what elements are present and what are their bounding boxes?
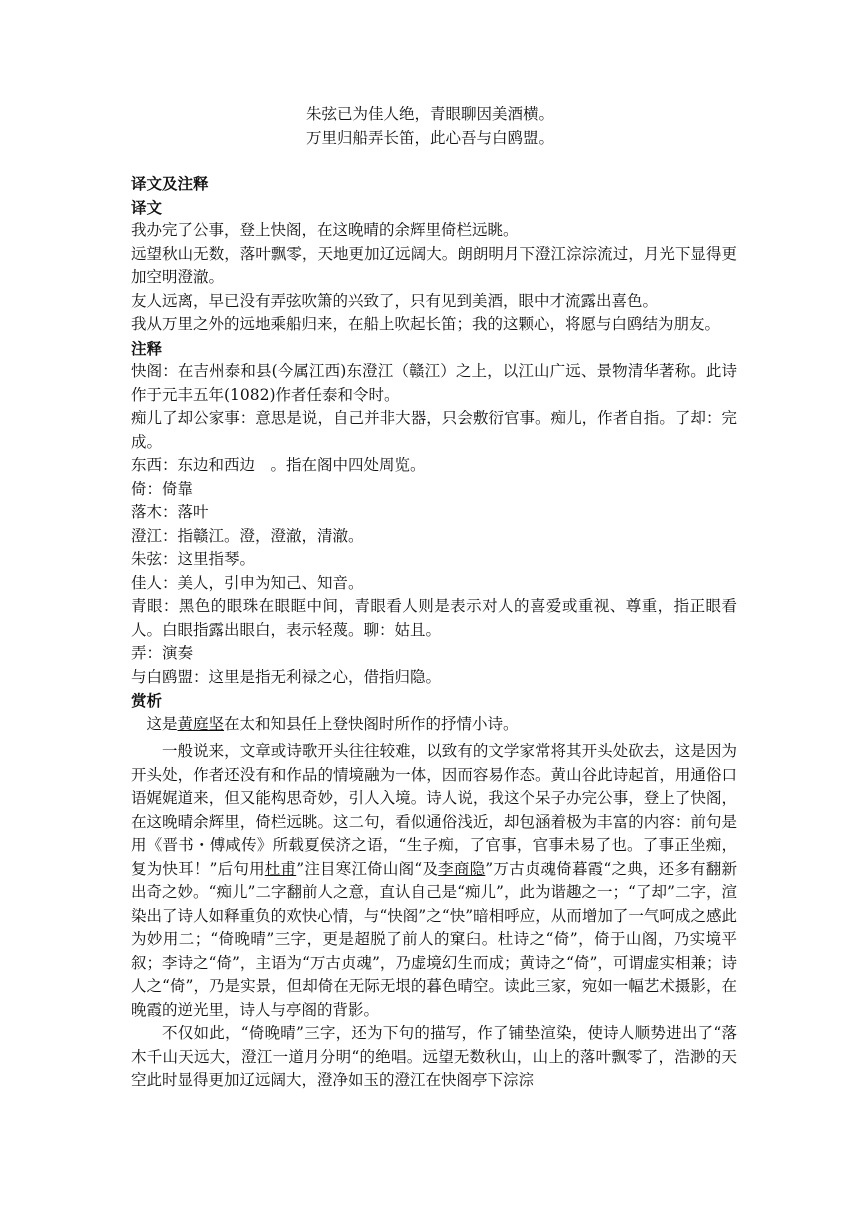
note-chengjiang: 澄江：指赣江。澄，澄澈，清澈。 [131,526,364,545]
note-jiaren: 佳人：美人，引申为知己、知音。 [131,573,364,592]
subheading-appreciation: 赏析 [131,691,163,710]
note-luomu: 落木：落叶 [131,503,209,521]
article-body [131,172,737,1093]
section-heading-translation-notes: 译文及注释 [131,174,209,193]
para1-text-b: ”注目寒江倚山阁“及 [296,859,439,878]
translation-line-4: 我从万里之外的远地乘船归来，在船上吹起长笛；我的这颗心，将愿与白鸥结为朋友。 [131,315,721,333]
note-chier: 痴儿了却公家事：意思是说，自己并非大器，只会敷衍官事。痴儿，作者自指。了却：完成。 [131,409,737,451]
link-du-fu[interactable]: 杜甫 [264,859,297,878]
link-huang-tingjian[interactable]: 黄庭坚 [177,714,225,733]
para1-text-c: ”万古贞魂倚暮霞“之典，还多有翻新出奇之妙。“痴儿”二字翻前人之意，直认自己是“痴儿”，此为谐趣之一；“了却”二字，渲染出了诗人如释重负的欢快心情，与“快阁”之“快”暗相呼应，从而增加了一气呵成之感此为妙用二；“倚晚晴”三字，更是超脱了前人的窠臼。杜诗之“倚”，倚于山阁，乃实境平叙；李诗之“倚”，主语为“万古贞魂”，乃虚境幻生而成；黄诗之“倚”，可谓虚实相兼；诗人之“倚”，乃是实景，但却倚在无际无垠的暮色晴空。读此三家，宛如一幅艺术摄影，在晚霞的逆光里，诗人与亭阁的背影。 [131,859,737,1019]
note-nong: 弄：演奏 [131,644,194,662]
link-li-shangyin[interactable]: 李商隐 [438,859,486,878]
translation-line-3: 友人远离，早已没有弄弦吹箫的兴致了，只有见到美酒，眼中才流露出喜色。 [131,291,659,310]
note-qingyan: 青眼：黑色的眼珠在眼眶中间，青眼看人则是表示对人的喜爱或重视、尊重，指正眼看人。白眼指露出眼白，表示轻蔑。聊：姑且。 [131,597,737,639]
intro-text-before: 这是 [146,714,178,733]
translation-line-1: 我办完了公事，登上快阁，在这晚晴的余辉里倚栏远眺。 [131,221,519,239]
note-zhuxian: 朱弦：这里指琴。 [131,550,256,568]
subheading-notes: 注释 [131,338,163,358]
verse-line-1: 朱弦已为佳人绝，青眼聊因美酒横。 [305,105,554,123]
note-kuaige: 快阁：在吉州泰和县(今属江西)东澄江（赣江）之上，以江山广远、景物清华著称。此诗作于元丰五年(1082)作者任泰和令时。 [131,362,737,404]
appreciation-paragraph-2: 不仅如此，“倚晚晴”三字，还为下句的描写，作了铺垫渲染，使诗人顺势进出了“落木千山天远大，澄江一道月分明“的绝唱。远望无数秋山，山上的落叶飘零了，浩渺的天空此时显得更加辽远阔大，澄净如玉的澄江在快阁亭下淙淙 [131,1024,737,1089]
verse-line-2: 万里归船弄长笛，此心吾与白鸥盟。 [305,129,554,147]
note-dongxi: 东西：东边和西边 。指在阁中四处周览。 [131,456,426,474]
note-baiou: 与白鸥盟：这里是指无利禄之心，借指归隐。 [131,667,442,686]
intro-text-after: 在太和知县任上登快阁时所作的抒情小诗。 [224,714,519,733]
subheading-translation: 译文 [131,197,163,217]
appreciation-paragraph-1 [131,740,737,1022]
appreciation-intro [131,713,737,737]
para1-text-a: 一般说来，文章或诗歌开头往往较难，以致有的文学家常将其开头处砍去，这是因为开头处，作者还没有和作品的情境融为一体，因而容易作态。黄山谷此诗起首，用通俗口语娓娓道来，但又能构思奇妙，引人入境。诗人说，我这个呆子办完公事，登上了快阁，在这晚晴余辉里，倚栏远眺。这二句，看似通俗浅近，却包涵着极为丰富的内容：前句是用《晋书・傅咸传》所载夏侯济之语，“生子痴，了官事，官事未易了也。了事正坐痴，复为快耳！”后句用 [131,742,737,878]
translation-line-2: 远望秋山无数，落叶飘零，天地更加辽远阔大。朗朗明月下澄江淙淙流过，月光下显得更加空明澄澈。 [131,244,737,286]
note-yi: 倚：倚靠 [131,479,194,498]
